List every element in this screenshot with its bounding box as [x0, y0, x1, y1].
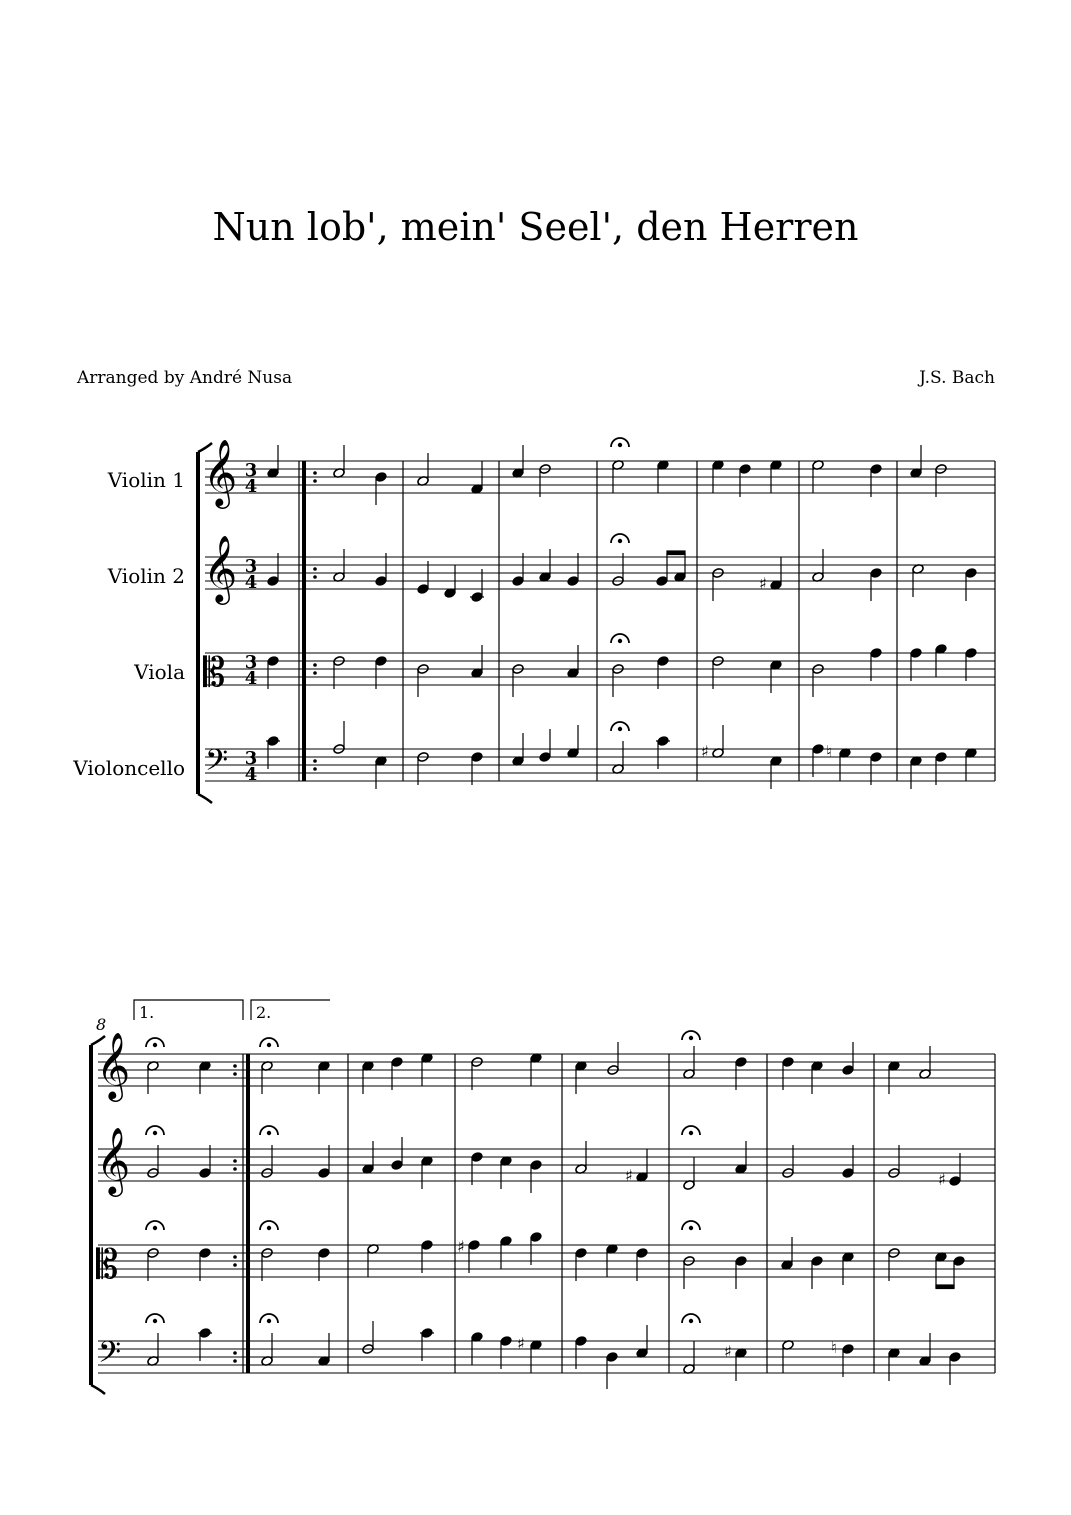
viola-notes — [267, 634, 977, 697]
svg-text:4: 4 — [244, 476, 258, 497]
viola-notes — [146, 1221, 965, 1289]
repeat-start-thick-bar — [302, 461, 306, 781]
repeat-end-thick-bar — [246, 1054, 250, 1373]
violin-2-notes — [267, 534, 977, 602]
alto-clef-icon: 𝄡 — [203, 650, 226, 696]
svg-text:♮: ♮ — [826, 742, 832, 761]
violoncello-notes — [266, 721, 977, 789]
system-2-barlines — [243, 1054, 995, 1373]
svg-text:3: 3 — [244, 460, 258, 481]
repeat-start-dots — [313, 471, 317, 771]
alto-clef-icon: 𝄡 — [96, 1242, 119, 1288]
svg-text:♯: ♯ — [517, 1334, 525, 1353]
svg-text:3: 3 — [244, 652, 258, 673]
score-title: Nun lob', mein' Seel', den Herren — [212, 205, 859, 249]
svg-text:♯: ♯ — [724, 1342, 732, 1361]
violoncello-notes — [146, 1314, 961, 1389]
system-2 — [89, 1000, 995, 1394]
treble-clef-icon: 𝄞 — [96, 1126, 131, 1194]
treble-clef-icon: 𝄞 — [203, 438, 238, 506]
svg-text:3: 3 — [244, 748, 258, 769]
volta-1-label: 1. — [139, 1003, 155, 1022]
time-signature — [245, 460, 258, 785]
svg-text:3: 3 — [244, 556, 258, 577]
violin-1-notes — [267, 438, 947, 505]
volta-2-label: 2. — [256, 1003, 272, 1022]
svg-text:♯: ♯ — [625, 1166, 633, 1185]
repeat-end-dots — [233, 1064, 237, 1363]
svg-text:4: 4 — [244, 764, 258, 785]
system-1 — [196, 438, 995, 803]
svg-text:♮: ♮ — [831, 1338, 837, 1357]
instrument-label-violin-2: Violin 2 — [107, 564, 185, 588]
bass-clef-icon: 𝄢 — [98, 1336, 122, 1377]
svg-text:♯: ♯ — [701, 742, 709, 761]
composer-credit: J.S. Bach — [919, 368, 995, 388]
measure-number: 8 — [96, 1015, 107, 1034]
bass-clef-icon: 𝄢 — [205, 744, 229, 785]
system-2-staff-lines — [98, 1054, 995, 1373]
system-1-staff-lines — [205, 461, 995, 781]
arranger-credit: Arranged by André Nusa — [77, 368, 293, 388]
instrument-label-viola: Viola — [134, 660, 185, 684]
svg-text:♯: ♯ — [457, 1237, 465, 1256]
svg-text:4: 4 — [244, 668, 258, 689]
svg-text:4: 4 — [244, 572, 258, 593]
treble-clef-icon: 𝄞 — [203, 534, 238, 602]
svg-text:♯: ♯ — [759, 574, 767, 593]
system-1-barlines — [299, 461, 995, 781]
violin-2-notes — [146, 1126, 961, 1193]
svg-text:♯: ♯ — [938, 1170, 946, 1189]
volta-brackets — [134, 1000, 330, 1020]
treble-clef-icon: 𝄞 — [96, 1031, 131, 1099]
instrument-label-violin-1: Violin 1 — [107, 468, 185, 492]
instrument-label-violoncello: Violoncello — [73, 756, 185, 780]
